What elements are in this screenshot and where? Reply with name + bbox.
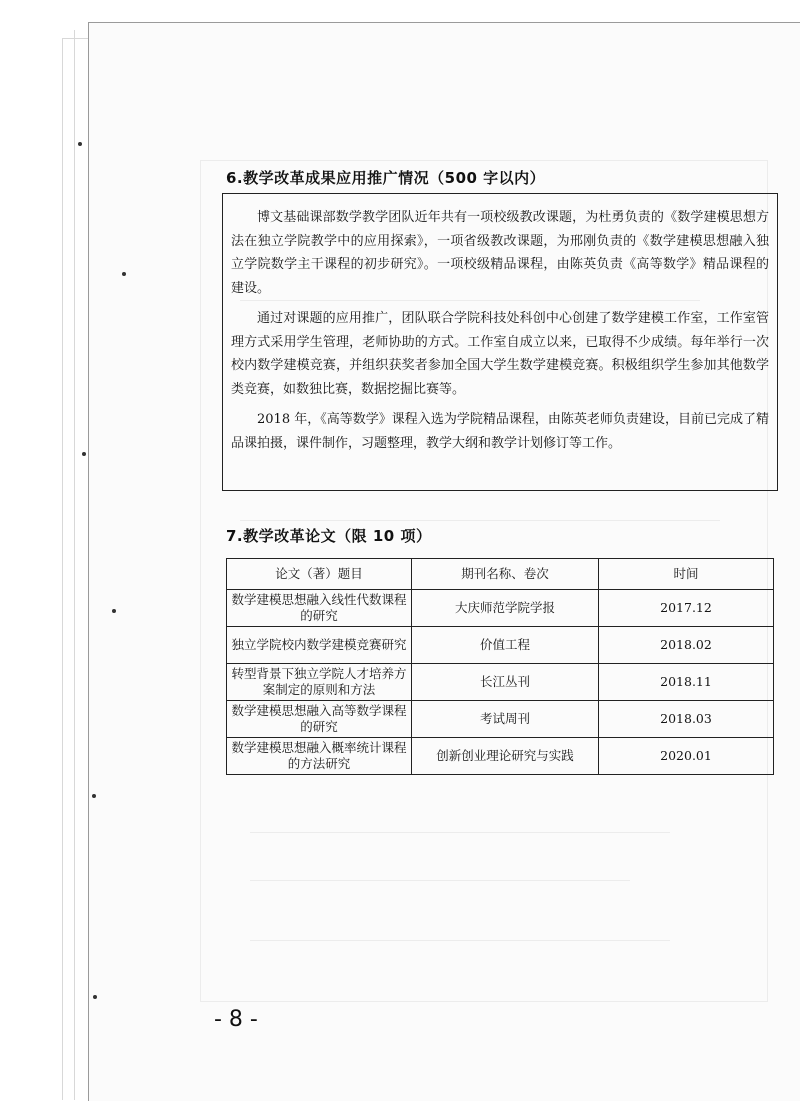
- paper-journal: 考试周刊: [412, 701, 599, 738]
- paper-journal: 创新创业理论研究与实践: [412, 738, 599, 775]
- paper-title: 数学建模思想融入高等数学课程的研究: [227, 701, 412, 738]
- paper-date: 2018.03: [599, 701, 774, 738]
- table-row: [227, 701, 774, 738]
- binding-dot: [82, 452, 86, 456]
- paper-journal: 长江丛刊: [412, 664, 599, 701]
- paper-edge-3: [62, 38, 88, 39]
- bleed-line: [250, 940, 670, 941]
- page-number: - 8 -: [214, 1007, 258, 1032]
- header-title: 论文（著）题目: [227, 559, 412, 590]
- paper-journal: 大庆师范学院学报: [412, 590, 599, 627]
- paper-title: 转型背景下独立学院人才培养方案制定的原则和方法: [227, 664, 412, 701]
- paper-date: 2017.12: [599, 590, 774, 627]
- bleed-line: [240, 520, 720, 521]
- table-row: [227, 627, 774, 664]
- paper-title: 独立学院校内数学建模竞赛研究: [227, 627, 412, 664]
- section-6-paragraph-1: 博文基础课部数学教学团队近年共有一项校级教改课题，为杜勇负责的《数学建模思想方法在独立学院教学中的应用探索》，一项省级教改课题，为邢刚负责的《数学建模思想融入独立学院数学主干课程的初步研究》。一项校级精品课程，由陈英负责《高等数学》精品课程的建设。: [231, 210, 769, 296]
- binding-dot: [122, 272, 126, 276]
- section-6-title: 6.教学改革成果应用推广情况（500 字以内）: [226, 169, 546, 187]
- table-header-row: [227, 559, 774, 590]
- table-row: [227, 738, 774, 775]
- paper-edge-2: [74, 30, 75, 1100]
- binding-dot: [112, 609, 116, 613]
- binding-dot: [92, 794, 96, 798]
- table-row: [227, 590, 774, 627]
- section-6-textbox: [222, 193, 778, 491]
- papers-table: [226, 558, 774, 775]
- table-row: [227, 664, 774, 701]
- header-journal: 期刊名称、卷次: [412, 559, 599, 590]
- binding-dot: [93, 995, 97, 999]
- section-7-title: 7.教学改革论文（限 10 项）: [226, 527, 432, 545]
- paper-journal: 价值工程: [412, 627, 599, 664]
- paper-date: 2018.02: [599, 627, 774, 664]
- paper-date: 2018.11: [599, 664, 774, 701]
- bleed-line: [250, 832, 670, 833]
- binding-dot: [78, 142, 82, 146]
- section-6-paragraph-3: 2018 年，《高等数学》课程入选为学院精品课程，由陈英老师负责建设，目前已完成了精品课拍摄，课件制作，习题整理，教学大纲和教学计划修订等工作。: [231, 412, 769, 451]
- section-6-paragraph-2: 通过对课题的应用推广，团队联合学院科技处科创中心创建了数学建模工作室，工作室管理方式采用学生管理，老师协助的方式。工作室自成立以来，已取得不少成绩。每年举行一次校内数学建模竞赛，并组织获奖者参加全国大学生数学建模竞赛。积极组织学生参加其他数学类竞赛，如数独比赛，数据挖掘比赛等。: [231, 311, 769, 397]
- paper-title: 数学建模思想融入线性代数课程的研究: [227, 590, 412, 627]
- header-date: 时间: [599, 559, 774, 590]
- bleed-line: [250, 880, 630, 881]
- paper-title: 数学建模思想融入概率统计课程的方法研究: [227, 738, 412, 775]
- paper-date: 2020.01: [599, 738, 774, 775]
- paper-edge-1: [62, 38, 63, 1100]
